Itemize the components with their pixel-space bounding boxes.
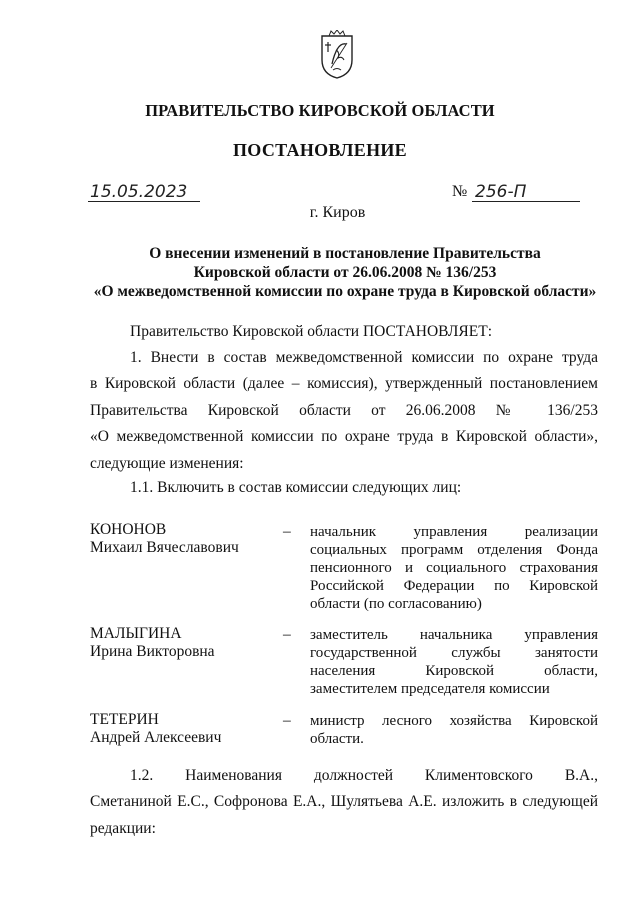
document-type: ПОСТАНОВЛЕНИЕ	[233, 140, 407, 160]
city: г. Киров	[309, 204, 366, 221]
member-name	[90, 625, 215, 661]
member-name	[90, 711, 221, 747]
member-dash: –	[283, 712, 291, 729]
member-surname: КОНОНОВ	[90, 521, 167, 538]
member-dash: –	[283, 626, 291, 643]
title-line: «О межведомственной комиссии по охране труда в Кировской области»	[93, 283, 597, 300]
role-line: населения Кировской области,	[310, 663, 598, 679]
document-number: 256-П	[472, 183, 580, 202]
item1-2-paragraph	[90, 789, 598, 842]
title-line: О внесении изменений в постановление Правительства	[149, 245, 541, 262]
role-line: заместитель начальника управления	[310, 627, 598, 643]
paragraph-line: редакции:	[90, 819, 156, 837]
paragraph-line: в Кировской области (далее – комиссия), утвержденный постановлением	[90, 375, 598, 392]
role-line: начальник управления реализации	[310, 524, 598, 540]
member-name	[90, 521, 239, 557]
document-title	[60, 244, 630, 301]
member-role	[310, 523, 598, 613]
member-given-names: Михаил Вячеславович	[90, 539, 239, 556]
item1-2-first-line	[130, 763, 598, 790]
member-given-names: Андрей Алексеевич	[90, 729, 222, 746]
paragraph-line: следующие изменения:	[90, 454, 244, 472]
role-line: министр лесного хозяйства Кировской	[310, 713, 598, 729]
role-line: заместителем председателя комиссии	[310, 681, 550, 697]
member-role	[310, 626, 598, 698]
member-given-names: Ирина Викторовна	[90, 643, 215, 660]
role-line: области (по согласованию)	[310, 596, 482, 612]
role-line: государственной службы занятости	[310, 645, 598, 661]
paragraph-line: Правительства Кировской области от 26.06.2008 № 136/253	[90, 401, 598, 419]
intro-paragraph: Правительство Кировской области ПОСТАНОВЛЯЕТ:	[130, 323, 493, 340]
item1-1-paragraph: 1.1. Включить в состав комиссии следующих лиц:	[130, 479, 462, 496]
title-line: Кировской области от 26.06.2008 № 136/253	[193, 264, 497, 281]
member-surname: МАЛЫГИНА	[90, 625, 182, 642]
member-surname: ТЕТЕРИН	[90, 711, 159, 728]
role-line: пенсионного и социального страхования	[310, 560, 598, 576]
item1-first-line	[130, 345, 598, 372]
government-name: ПРАВИТЕЛЬСТВО КИРОВСКОЙ ОБЛАСТИ	[145, 101, 495, 120]
paragraph-line: 1. Внести в состав межведомственной комиссии по охране труда	[130, 349, 598, 366]
role-line: социальных программ отделения Фонда	[310, 542, 598, 558]
kirov-coat-of-arms-icon	[320, 30, 354, 80]
member-role	[310, 712, 598, 748]
number-label: №	[452, 183, 468, 200]
paragraph-line: «О межведомственной комиссии по охране труда в Кировской области»,	[90, 428, 598, 445]
role-line: Российской Федерации по Кировской	[310, 578, 598, 594]
document-date: 15.05.2023	[88, 183, 200, 202]
item1-paragraph	[90, 371, 598, 477]
paragraph-line: Сметаниной Е.С., Софронова Е.А., Шулятьева А.Е. изложить в следующей	[90, 793, 598, 810]
member-dash: –	[283, 523, 291, 540]
paragraph-line: 1.2. Наименования должностей Климентовского В.А.,	[130, 767, 598, 784]
role-line: области.	[310, 731, 364, 747]
